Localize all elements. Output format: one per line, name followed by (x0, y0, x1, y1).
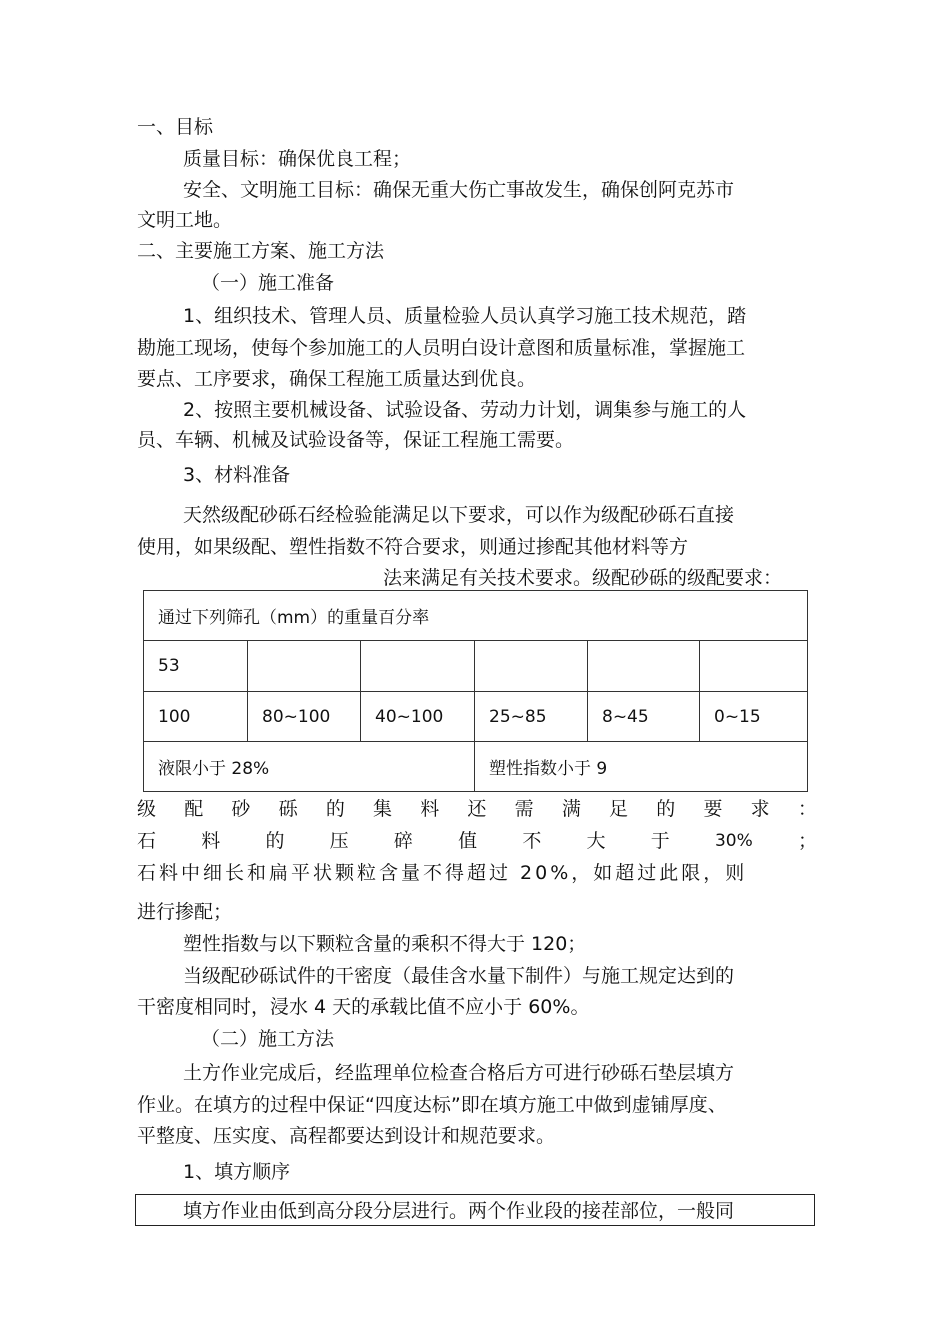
table-cell: 塑性指数小于 9 (475, 742, 808, 792)
table-cell (248, 641, 361, 692)
prep-para2-line2: 员、车辆、机械及试验设备等，保证工程施工需要。 (137, 429, 575, 451)
prep-para2-line1: 2、按照主要机械设备、试验设备、劳动力计划，调集参与施工的人 (183, 399, 747, 421)
table-cell: 100 (144, 692, 248, 742)
table-header-cell: 通过下列筛孔（mm）的重量百分率 (144, 591, 808, 641)
materials-para-line2: 使用，如果级配、塑性指数不符合要求，则通过掺配其他材料等方 (137, 536, 689, 558)
table-cell: 液限小于 28% (144, 742, 475, 792)
materials-heading: 3、材料准备 (183, 464, 291, 486)
prep-para1-line2: 勘施工现场，使每个参加施工的人员明白设计意图和质量标准，掌握施工 (137, 337, 746, 359)
table-cell (700, 641, 808, 692)
plasticity-requirement: 塑性指数与以下颗粒含量的乘积不得大于 120； (183, 933, 587, 955)
subheading-preparation: （一）施工准备 (201, 272, 335, 294)
table-cell: 53 (144, 641, 248, 692)
table-cell: 25~85 (475, 692, 588, 742)
table-cell: 40~100 (361, 692, 475, 742)
materials-para-line3: 法来满足有关技术要求。级配砂砾的级配要求： (383, 567, 783, 589)
heading-goals: 一、目标 (137, 116, 214, 138)
fill-order-heading: 1、填方顺序 (183, 1161, 291, 1183)
prep-para1-line3: 要点、工序要求，确保工程施工质量达到优良。 (137, 368, 537, 390)
table-cell: 80~100 (248, 692, 361, 742)
table-row (144, 692, 808, 742)
prep-para1-line1: 1、组织技术、管理人员、质量检验人员认真学习施工技术规范，踏 (183, 305, 747, 327)
density-line1: 当级配砂砾试件的干密度（最佳含水量下制件）与施工规定达到的 (183, 965, 735, 987)
table-header-row (144, 591, 808, 641)
table-row (144, 742, 808, 792)
quality-goal: 质量目标：确保优良工程； (183, 148, 412, 170)
table-cell: 0~15 (700, 692, 808, 742)
requirements-line1: 级 配 砂 砾 的 集 料 还 需 满 足 的 要 求 ： (137, 798, 817, 820)
fill-order-line1: 填方作业由低到高分段分层进行。两个作业段的接茬部位，一般同 (183, 1200, 735, 1222)
materials-para-line1: 天然级配砂砾石经检验能满足以下要求，可以作为级配砂砾石直接 (183, 504, 735, 526)
heading-plan: 二、主要施工方案、施工方法 (137, 240, 385, 262)
method-line1: 土方作业完成后，经监理单位检查合格后方可进行砂砾石垫层填方 (183, 1062, 735, 1084)
table-cell (588, 641, 700, 692)
safety-goal-line1: 安全、文明施工目标：确保无重大伤亡事故发生，确保创阿克苏市 (183, 179, 735, 201)
requirements-line3: 石料中细长和扁平状颗粒含量不得超过 20%，如超过此限，则 (137, 862, 748, 884)
method-line2: 作业。在填方的过程中保证“四度达标”即在填方施工中做到虚铺厚度、 (137, 1094, 727, 1116)
subheading-method: （二）施工方法 (201, 1028, 335, 1050)
table-cell (475, 641, 588, 692)
density-line2: 干密度相同时，浸水 4 天的承载比值不应小于 60%。 (137, 996, 590, 1018)
requirements-line4: 进行掺配； (137, 901, 233, 923)
grading-table (143, 590, 808, 792)
table-cell: 8~45 (588, 692, 700, 742)
table-cell (361, 641, 475, 692)
table-row (144, 641, 808, 692)
method-line3: 平整度、压实度、高程都要达到设计和规范要求。 (137, 1125, 556, 1147)
safety-goal-line2: 文明工地。 (137, 209, 233, 231)
requirements-line2: 石 料 的 压 碎 值 不 大 于 30% ； (137, 830, 817, 852)
